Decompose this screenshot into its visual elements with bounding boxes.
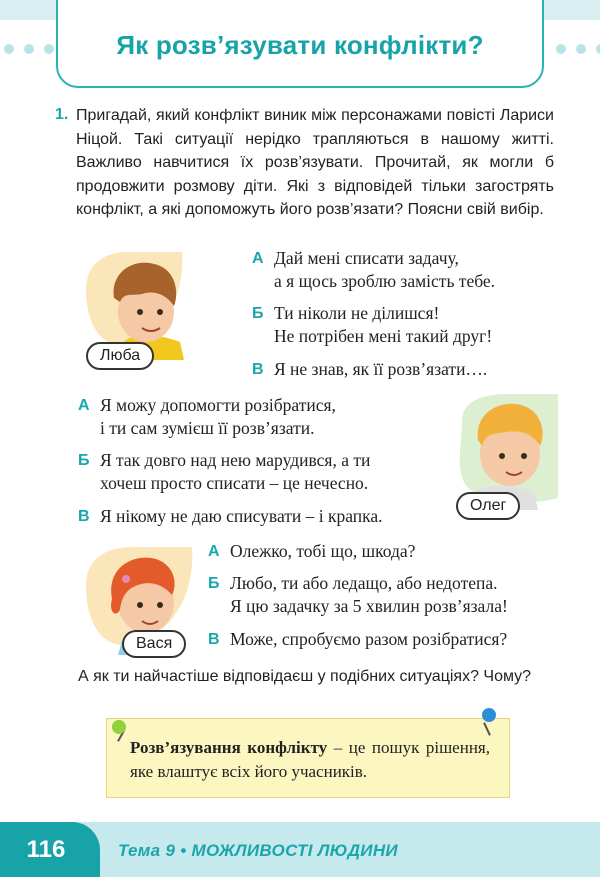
option-oleh-v: В Я нікому не даю списувати – і крапка. <box>78 506 383 526</box>
definition-term: Розв’язування конфлікту <box>130 738 328 757</box>
option-oleh-b: Б Я так довго над нею марудився, а ти хочеш просто списати – це нечесно. <box>78 450 371 493</box>
option-luba-v: В Я не знав, як її розв’язати…. <box>252 359 488 379</box>
option-luba-b: Б Ти ніколи не ділишся! Не потрібен мені такий друг! <box>252 303 493 346</box>
page-number: 116 <box>26 836 66 863</box>
option-letter: В <box>208 631 220 648</box>
footer-topic: Тема 9 • МОЖЛИВОСТІ ЛЮДИНИ <box>118 841 398 860</box>
reflection-question: А як ти найчастіше відповідаєш у подібних ситуаціях? Чому? <box>78 668 532 685</box>
name-tag-vasia: Вася <box>122 630 186 658</box>
option-oleh-a: А Я можу допомогти розібратися, і ти сам зумієш її розв’язати. <box>78 395 336 438</box>
option-letter: А <box>78 397 90 414</box>
option-vasia-v: В Може, спробуємо разом розібратися? <box>208 629 508 649</box>
pin-icon-left <box>112 720 126 734</box>
right-dots-decoration <box>556 44 600 54</box>
option-letter: А <box>208 543 220 560</box>
definition-text <box>130 736 490 784</box>
option-vasia-b: Б Любо, ти або ледащо, або недотепа. Я цю задачку за 5 хвилин розв’язала! <box>208 573 508 616</box>
page-title: Як розв’язувати конфлікти? <box>116 30 484 60</box>
task-text: Пригадай, який конфлікт виник між персонажами повісті Лариси Ніцой. Такі ситуації нерідко трапляються в нашому житті. Важливо навчитися їх розв’язувати. Прочитай, як могли б продовжити розмову діти. Які з відповідей тільки загострять конфлікт, а які допоможуть його розв’язати? Поясни свій вибір. <box>76 107 554 219</box>
name-tag-luba: Люба <box>86 342 154 370</box>
task-number: 1. <box>55 106 69 123</box>
pin-icon-right <box>482 708 496 722</box>
option-letter: В <box>78 508 90 525</box>
option-vasia-a: А Олежко, тобі що, шкода? <box>208 541 416 561</box>
name-tag-oleh: Олег <box>456 492 520 520</box>
option-letter: Б <box>78 452 90 469</box>
option-letter: Б <box>252 305 264 322</box>
left-dots-decoration <box>4 44 54 54</box>
option-letter: А <box>252 250 264 267</box>
option-letter: В <box>252 361 264 378</box>
option-luba-a: А Дай мені списати задачу, а я щось зроблю замість тебе. <box>252 248 496 291</box>
definition-body: – це пошук рішення, яке влаштує всіх його учасників. <box>130 738 490 781</box>
option-letter: Б <box>208 575 220 592</box>
